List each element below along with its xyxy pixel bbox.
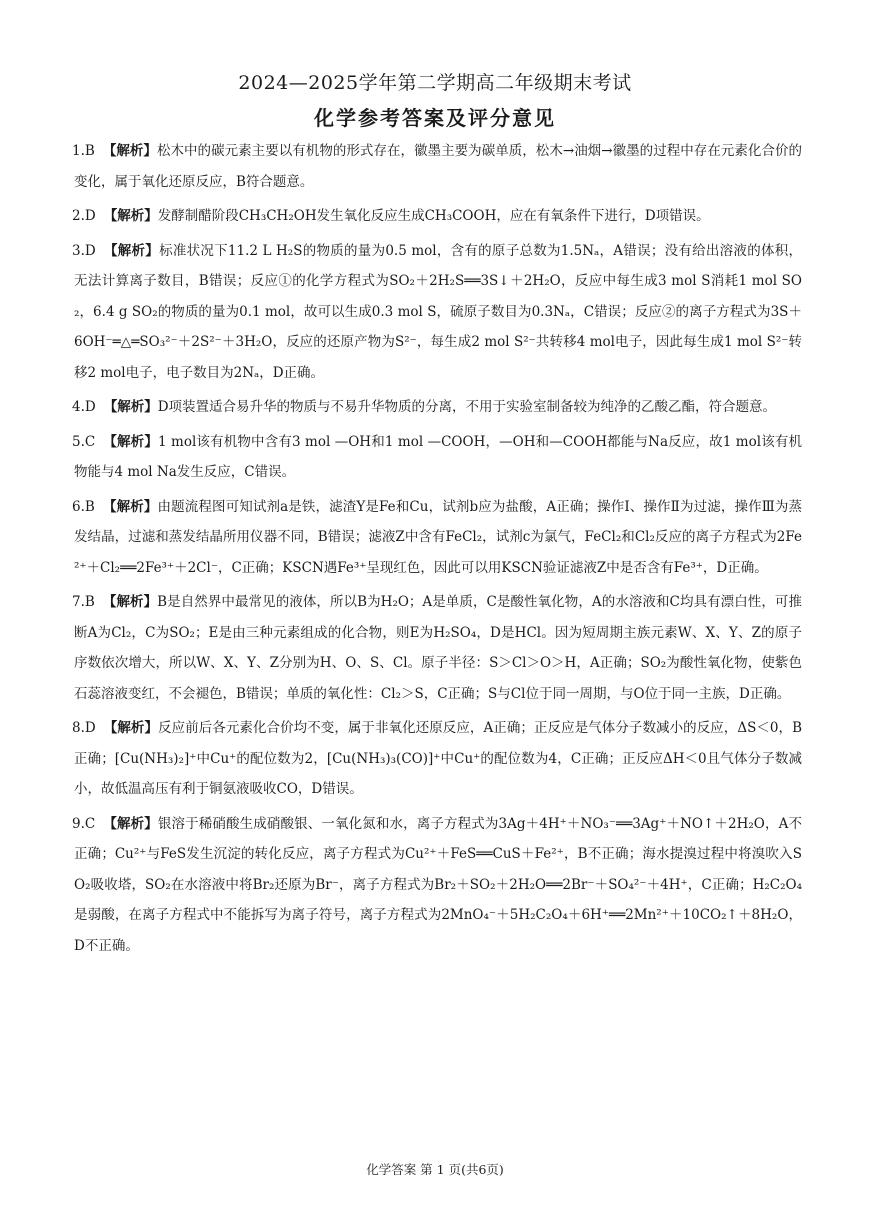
analysis-tag: 【解析】 bbox=[102, 594, 158, 610]
answer-item-1 bbox=[74, 136, 802, 197]
analysis-text: 1 mol该有机物中含有3 mol —OH和1 mol —COOH，—OH和—COOH都能与Na反应，故1 mol该有机物能与4 mol Na发生反应，C错误。 bbox=[74, 433, 803, 480]
answer-number: 1.B bbox=[72, 143, 95, 159]
analysis-tag: 【解析】 bbox=[103, 433, 158, 450]
answer-number: 9.C bbox=[72, 815, 96, 832]
analysis-text: 由题流程图可知试剂a是铁，滤渣Y是Fe和Cu，试剂b应为盐酸，A正确；操作Ⅰ、操作Ⅱ为过滤，操作Ⅲ为蒸发结晶，过滤和蒸发结晶所用仪器不同，B错误；滤液Z中含有FeCl₂，试剂c为氯气，FeCl₂和Cl₂反应的离子方程式为2Fe²⁺＋Cl₂══2Fe³⁺＋2Cl⁻，C正确；KSCN遇Fe³⁺呈现红色，因此可以用KSCN验证滤液Z中是否含有Fe³⁺，D正确。 bbox=[74, 498, 803, 576]
answer-number: 6.B bbox=[72, 498, 95, 515]
answer-item-3 bbox=[74, 236, 802, 389]
analysis-tag: 【解析】 bbox=[103, 720, 159, 736]
answer-number: 4.D bbox=[72, 399, 96, 415]
exam-title: 2024—2025学年第二学期高二年级期末考试 bbox=[238, 72, 632, 94]
analysis-tag: 【解析】 bbox=[103, 815, 158, 832]
analysis-text: 标准状况下11.2 L H₂S的物质的量为0.5 mol，含有的原子总数为1.5Nₐ，A错误；没有给出溶液的体积，无法计算离子数目，B错误；反应①的化学方程式为SO₂＋2H₂S══3S↓＋2H₂O，反应中每生成3 mol S消耗1 mol SO₂，6.4 g SO₂的物质的量为0.1 mol，故可以生成0.3 mol S，硫原子数目为0.3Nₐ，C错误；反应②的离子方程式为3S＋6OH⁻═△═SO₃²⁻＋2S²⁻＋3H₂O，反应的还原产物为S²⁻，每生成2 mol S²⁻共转移4 mol电子，因此每生成1 mol S²⁻转移2 mol电子，电子数目为2Nₐ，D正确。 bbox=[74, 242, 802, 381]
analysis-text: D项装置适合易升华的物质与不易升华物质的分离，不用于实验室制备较为纯净的乙酸乙酯，符合题意。 bbox=[157, 399, 777, 415]
answer-item-8 bbox=[74, 713, 802, 805]
analysis-tag: 【解析】 bbox=[103, 208, 158, 224]
analysis-tag: 【解析】 bbox=[103, 399, 158, 415]
page-footer: 化学答案 第 1 页(共6页) bbox=[366, 1162, 504, 1177]
answer-item-4 bbox=[74, 392, 802, 423]
analysis-tag: 【解析】 bbox=[102, 143, 157, 159]
answer-item-2 bbox=[74, 201, 802, 232]
answer-item-7 bbox=[74, 587, 802, 709]
analysis-tag: 【解析】 bbox=[103, 242, 160, 259]
analysis-text: 反应前后各元素化合价均不变，属于非氧化还原反应，A正确；正反应是气体分子数减小的反应，ΔS＜0，B正确；[Cu(NH₃)₂]⁺中Cu⁺的配位数为2，[Cu(NH₃)₃(CO)]⁺中Cu⁺的配位数为4，C正确；正反应ΔH＜0且气体分子数减小，故低温高压有利于铜氨液吸收CO，D错误。 bbox=[74, 720, 803, 797]
answer-item-9 bbox=[74, 809, 802, 962]
answer-item-6 bbox=[74, 492, 802, 584]
answer-number: 8.D bbox=[72, 720, 96, 736]
answer-number: 7.B bbox=[72, 594, 95, 610]
answer-list bbox=[74, 136, 802, 965]
answer-item-5 bbox=[74, 427, 802, 488]
answer-number: 3.D bbox=[72, 242, 96, 259]
analysis-tag: 【解析】 bbox=[102, 498, 158, 515]
answer-subtitle: 化学参考答案及评分意见 bbox=[314, 106, 556, 130]
analysis-text: 松木中的碳元素主要以有机物的形式存在，徽墨主要为碳单质，松木→油烟→徽墨的过程中存在元素化合价的变化，属于氧化还原反应，B符合题意。 bbox=[74, 143, 803, 190]
analysis-text: 发酵制醋阶段CH₃CH₂OH发生氧化反应生成CH₃COOH，应在有氧条件下进行，D项错误。 bbox=[157, 208, 710, 224]
answer-number: 2.D bbox=[72, 208, 96, 224]
analysis-text: B是自然界中最常见的液体，所以B为H₂O；A是单质，C是酸性氧化物，A的水溶液和C均具有漂白性，可推断A为Cl₂，C为SO₂；E是由三种元素组成的化合物，则E为H₂SO₄，D是HCl。因为短周期主族元素W、X、Y、Z的原子序数依次增大，所以W、X、Y、Z分别为H、O、S、Cl。原子半径：S＞Cl＞O＞H，A正确；SO₂为酸性氧化物，使紫色石蕊溶液变红，不会褪色，B错误；单质的氧化性：Cl₂＞S，C正确；S与Cl位于同一周期，与O位于同一主族，D正确。 bbox=[74, 594, 802, 702]
answer-number: 5.C bbox=[72, 433, 96, 450]
analysis-text: 银溶于稀硝酸生成硝酸银、一氧化氮和水，离子方程式为3Ag＋4H⁺＋NO₃⁻══3Ag⁺＋NO↑＋2H₂O，A不正确；Cu²⁺与FeS发生沉淀的转化反应，离子方程式为Cu²⁺＋FeS══CuS＋Fe²⁺，B不正确；海水提溴过程中将溴吹入SO₂吸收塔，SO₂在水溶液中将Br₂还原为Br⁻，离子方程式为Br₂＋SO₂＋2H₂O══2Br⁻＋SO₄²⁻＋4H⁺，C正确；H₂C₂O₄是弱酸，在离子方程式中不能拆写为离子符号，离子方程式为2MnO₄⁻＋5H₂C₂O₄＋6H⁺══2Mn²⁺＋10CO₂↑＋8H₂O，D不正确。 bbox=[74, 815, 802, 954]
